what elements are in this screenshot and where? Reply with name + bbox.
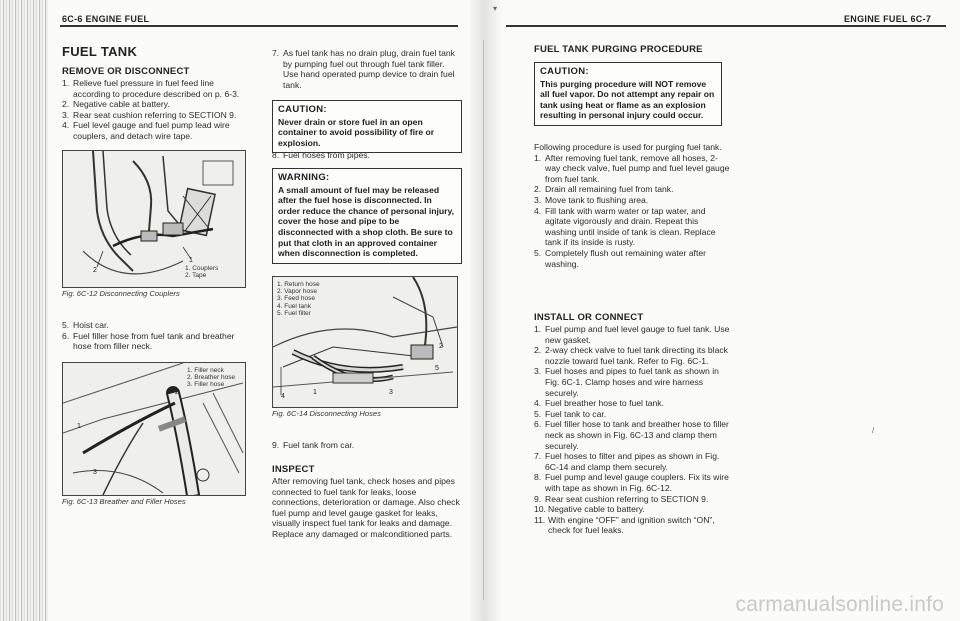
figure-legend: 1. Return hose 2. Vapor hose 3. Feed hose 4. Fuel tank 5. Fuel filter <box>277 281 320 317</box>
list-item: 6. Fuel filler hose to tank and breather hose to filler neck as shown in Fig. 6C-13 and clamp them securely. <box>534 419 729 451</box>
list-item: 1. Relieve fuel pressure in fuel feed line according to procedure described on p. 6-3. <box>62 78 240 99</box>
callout-2: 2 <box>175 389 179 396</box>
pen-mark: / <box>872 426 875 435</box>
inspect-heading: INSPECT <box>272 464 315 475</box>
left-running-head: 6C-6 ENGINE FUEL <box>62 14 150 24</box>
list-item: 7. Fuel hoses to filter and pipes as shown in Fig. 6C-14 and clamp them securely. <box>534 451 720 472</box>
figure-caption: Fig. 6C-14 Disconnecting Hoses <box>272 409 381 418</box>
list-item: 8. Fuel pump and level gauge couplers. Fix its wire with tape as shown in Fig. 6C-12. <box>534 472 729 493</box>
list-item: 1. Fuel pump and fuel level gauge to fuel tank. Use new gasket. <box>534 324 730 345</box>
list-item: 2. 2-way check valve to fuel tank directing its black nozzle toward fuel tank. Refer to Fig. 6C-1. <box>534 345 728 366</box>
list-item: 5. Hoist car. <box>62 320 109 330</box>
figure-legend: 1. Filler neck 2. Breather hose 3. Filler hose <box>187 367 236 389</box>
figure-disconnecting-couplers <box>62 150 246 288</box>
list-item: 6. Fuel filler hose from fuel tank and breather hose from filler neck. <box>62 330 235 352</box>
list-item: 10. Negative cable to battery. <box>534 504 645 515</box>
callout-2: 2 <box>439 343 443 350</box>
remove-steps <box>62 78 252 142</box>
caution-box <box>272 100 462 153</box>
list-item: 2. Negative cable at battery. <box>62 99 170 110</box>
warning-title: WARNING: <box>278 172 330 183</box>
figure-caption: Fig. 6C-13 Breather and Filler Hoses <box>62 497 186 506</box>
step-8 <box>272 150 462 161</box>
install-steps <box>534 324 734 536</box>
warning-text: A small amount of fuel may be released after the fuel hose is disconnected. In order reduce the chance of personal injury, cover the hose and pipe to be disconnected with a shop cloth. Be sure to put that cloth in an approved container when disconnection is completed. <box>278 184 455 259</box>
list-item: 3. Fuel hoses and pipes to fuel tank as shown in Fig. 6C-1. Clamp hoses and wire harness securely. <box>534 366 719 398</box>
callout-2: 2 <box>93 267 97 274</box>
list-item: 8. Fuel hoses from pipes. <box>272 150 370 160</box>
remove-heading: REMOVE OR DISCONNECT <box>62 66 190 77</box>
gutter-line <box>483 40 484 600</box>
list-item: 3. Move tank to flushing area. <box>534 194 649 205</box>
callout-1: 1 <box>313 389 317 396</box>
list-item: 5. Fuel tank to car. <box>534 408 607 419</box>
right-running-head: ENGINE FUEL 6C-7 <box>844 14 932 24</box>
list-item: 4. Fill tank with warm water or tap water, and agitate vigorously and drain. Repeat this washing until inside of tank is clean. Replace tank if its inside is rusty. <box>534 205 716 248</box>
caution-box <box>534 62 722 126</box>
install-heading: INSTALL OR CONNECT <box>534 312 644 323</box>
list-item: 1. After removing fuel tank, remove all hoses, 2-way check valve, fuel pump and fuel level gauge from fuel tank. <box>534 152 730 184</box>
step-7 <box>272 48 462 90</box>
figure-legend: 1. Couplers 2. Tape <box>185 265 219 280</box>
caution-title: CAUTION: <box>540 66 589 77</box>
section-title: FUEL TANK <box>62 44 138 59</box>
remove-steps-continued <box>62 320 252 352</box>
list-item: 4. Fuel level gauge and fuel pump lead wire couplers, and detach wire tape. <box>62 120 230 141</box>
figure-caption: Fig. 6C-12 Disconnecting Couplers <box>62 289 180 298</box>
scan-mark: ▾ <box>493 4 498 13</box>
left-header-rule <box>60 25 458 27</box>
caution-title: CAUTION: <box>278 104 327 115</box>
watermark: carmanualsonline.info <box>735 593 944 616</box>
inspect-text: After removing fuel tank, check hoses and pipes connected to fuel tank for leaks, loose connections, deterioration or damage. Also check fuel pump and level gauge gasket for leaks, visually inspect fuel tank for leaks and damage. Replace any damaged or malconditioned parts. <box>272 476 460 539</box>
callout-1: 1 <box>189 257 193 264</box>
figure-disconnecting-hoses <box>272 276 458 408</box>
list-item: 9. Rear seat cushion referring to SECTION 9. <box>534 493 709 504</box>
list-item: 5. Completely flush out remaining water after washing. <box>534 247 706 269</box>
list-item: 7. As fuel tank has no drain plug, drain fuel tank by pumping fuel out through fuel tank filler. Use hand operated pump device to drain fuel tank. <box>272 48 455 90</box>
callout-4: 4 <box>281 393 285 400</box>
binding-edge <box>0 0 48 621</box>
list-item: 3. Rear seat cushion referring to SECTION 9. <box>62 109 237 120</box>
purge-heading: FUEL TANK PURGING PROCEDURE <box>534 44 703 55</box>
callout-1: 1 <box>77 423 81 430</box>
purge-procedure: Following procedure is used for purging fuel tank. 1. After removing fuel tank, remove all hoses, 2-way check valve, fuel pump and fuel level gauge from fuel tank. 2. Drain all remaining fuel from tank. 3. Move tank to flushing area. 4. Fill tank with warm water or tap water, and agitate vigorously and drain. Repeat this washing until inside of tank is clean. Replace tank if its inside is rusty. 5. Completely flush out remaining water after washing. <box>534 142 730 269</box>
caution-text: This purging procedure will NOT remove all fuel vapor. Do not attempt any repair on tank using heat or flame as an explosion resulting in personal injury could occur. <box>540 78 715 121</box>
list-item: 11. With engine “OFF” and ignition switch “ON”, check for fuel leaks. <box>534 514 715 536</box>
page-gutter <box>470 0 502 621</box>
figure-breather-filler-hoses <box>62 362 246 496</box>
caution-text: Never drain or store fuel in an open container to avoid possibility of fire or explosion. <box>278 116 435 148</box>
warning-box <box>272 168 462 264</box>
right-header-rule <box>506 25 946 27</box>
list-item: 2. Drain all remaining fuel from tank. <box>534 184 674 195</box>
callout-3: 3 <box>389 389 393 396</box>
list-item: 9. Fuel tank from car. <box>272 440 355 450</box>
list-item: 4. Fuel breather hose to fuel tank. <box>534 398 664 409</box>
step-9 <box>272 440 462 451</box>
callout-3: 3 <box>93 469 97 476</box>
callout-5: 5 <box>435 365 439 372</box>
